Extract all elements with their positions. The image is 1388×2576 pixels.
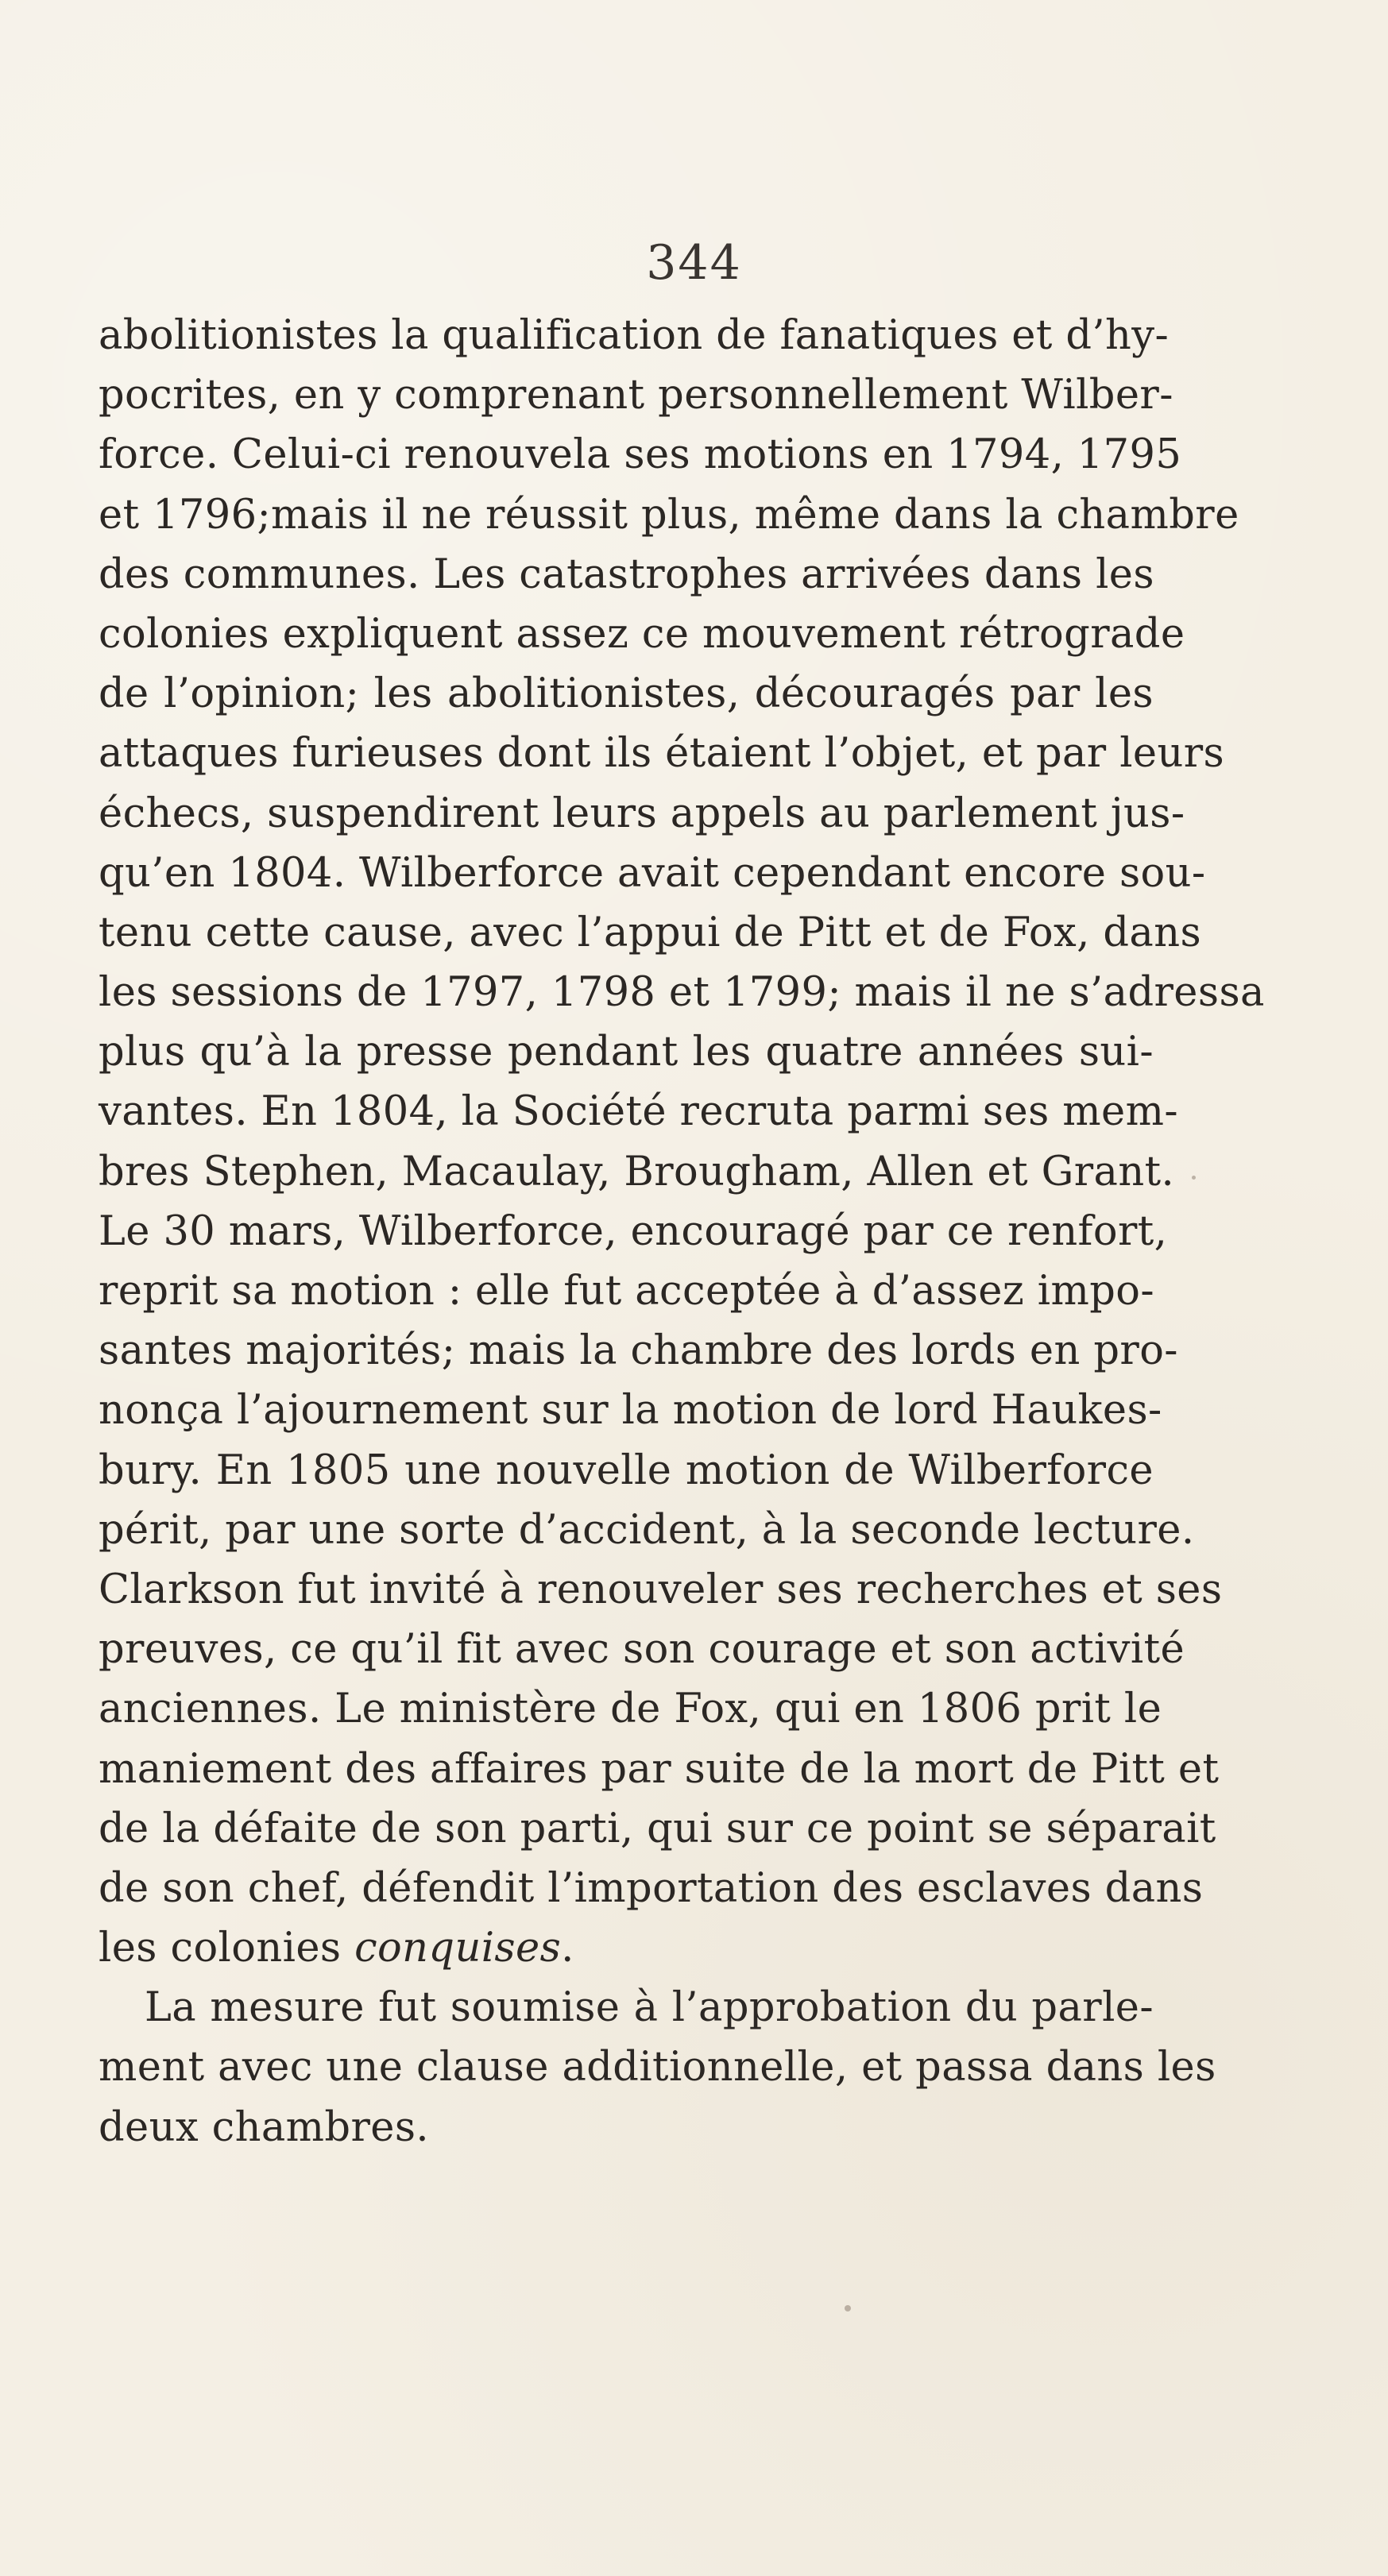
text-line: et 1796;mais il ne réussit plus, même dans la chambre: [99, 491, 1239, 539]
text-line: anciennes. Le ministère de Fox, qui en 1806 prit le: [99, 1686, 1162, 1733]
text-line: reprit sa motion : elle fut acceptée à d’assez impo-: [99, 1268, 1155, 1315]
text-line: Le 30 mars, Wilberforce, encouragé par ce renfort,: [99, 1207, 1168, 1255]
text-line: nonça l’ajournement sur la motion de lord Haukes-: [99, 1387, 1162, 1435]
text-line: vantes. En 1804, la Société recruta parmi ses mem-: [99, 1088, 1178, 1136]
italic-word: conquises: [354, 1925, 562, 1972]
paragraph2-line: La mesure fut soumise à l’approbation du parle-: [145, 1984, 1154, 2032]
text-line: de son chef, défendit l’importation des esclaves dans: [99, 1864, 1204, 1912]
text-line: force. Celui-ci renouvela ses motions en 1794, 1795: [99, 431, 1182, 479]
paper-speck: [1192, 1176, 1196, 1180]
main-text-block: [99, 306, 1265, 2157]
paragraph2-line: ment avec une clause additionnelle, et passa dans les: [99, 2044, 1216, 2091]
text-line: les sessions de 1797, 1798 et 1799; mais il ne s’adressa: [99, 969, 1265, 1017]
paper-speck: [845, 2305, 851, 2311]
paragraph2-line: deux chambres.: [99, 2103, 430, 2151]
text-line: de l’opinion; les abolitionistes, découragés par les: [99, 670, 1154, 718]
text-line: pocrites, en y comprenant personnellement Wilber-: [99, 372, 1173, 419]
text-line: Clarkson fut invité à renouveler ses recherches et ses: [99, 1566, 1223, 1613]
line-suffix: .: [561, 1925, 574, 1972]
text-line: tenu cette cause, avec l’appui de Pitt et de Fox, dans: [99, 909, 1202, 956]
text-line: preuves, ce qu’il fit avec son courage et son activité: [99, 1626, 1185, 1674]
text-line: périt, par une sorte d’accident, à la seconde lecture.: [99, 1506, 1195, 1554]
text-line-last: [99, 1918, 1154, 1978]
text-line: qu’en 1804. Wilberforce avait cependant encore sou-: [99, 849, 1206, 897]
text-line: attaques furieuses dont ils étaient l’objet, et par leurs: [99, 730, 1225, 778]
page-number: 344: [646, 235, 742, 291]
text-line: des communes. Les catastrophes arrivées dans les: [99, 550, 1154, 598]
text-line: maniement des affaires par suite de la mort de Pitt et: [99, 1745, 1220, 1793]
text-line: colonies expliquent assez ce mouvement rétrograde: [99, 610, 1185, 658]
text-line: abolitionistes la qualification de fanatiques et d’hy-: [99, 312, 1170, 359]
text-line: plus qu’à la presse pendant les quatre années sui-: [99, 1029, 1154, 1076]
text-line: de la défaite de son parti, qui sur ce point se séparait: [99, 1805, 1216, 1852]
text-line: bres Stephen, Macaulay, Brougham, Allen et Grant.: [99, 1148, 1175, 1195]
line-prefix: les colonies: [99, 1925, 355, 1972]
text-line: bury. En 1805 une nouvelle motion de Wilberforce: [99, 1446, 1154, 1494]
text-line: échecs, suspendirent leurs appels au parlement jus-: [99, 790, 1185, 837]
text-line: santes majorités; mais la chambre des lords en pro-: [99, 1327, 1178, 1375]
